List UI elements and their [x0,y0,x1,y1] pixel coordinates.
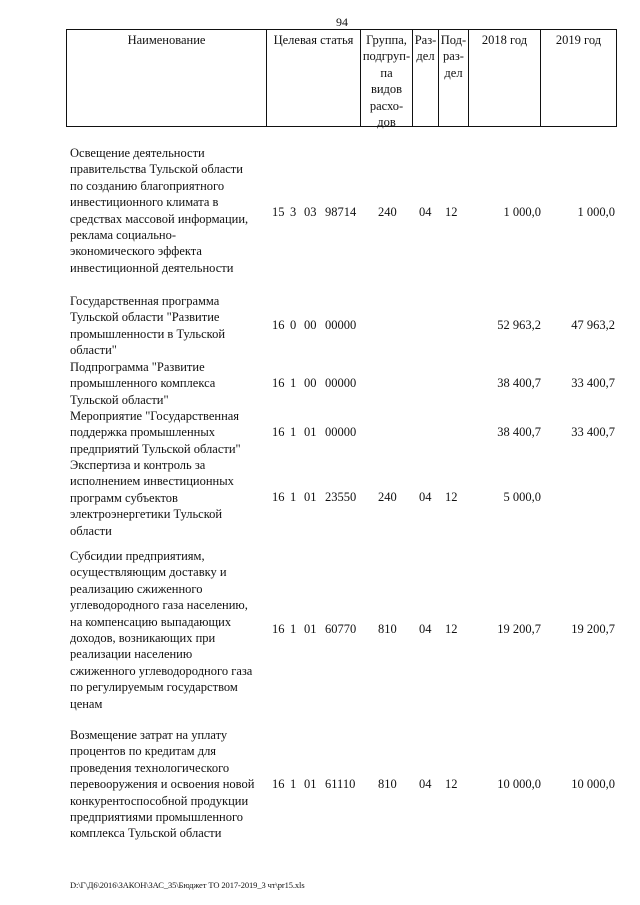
table-row [0,408,640,457]
code-direction: 00000 [325,318,357,332]
code-activity: 03 [304,205,317,219]
header-subsection-line: Под- [440,33,467,47]
name-line: на компенсацию выпадающих [70,614,232,629]
name-line: Тульской области" [70,392,169,407]
name-line: Субсидии предприятиям, [70,549,205,563]
amount-2019: 1 000,0 [577,205,615,219]
section-code: 04 [419,490,432,504]
name-line: Мероприятие "Государственная [70,409,240,423]
subsection-code: 12 [445,622,458,636]
file-path-footer: D:\Г\Д6\2016\ЗАКОН\ЗАС_35\Бюджет ТО 2017-2019_3 чт\pr15.xls [70,880,305,890]
code-direction: 00000 [325,425,357,439]
row-name [70,548,270,712]
row-name [70,359,270,408]
header-subsection-line: раз- [443,49,464,64]
amount-2019: 33 400,7 [571,376,615,390]
header-target-label: Целевая статья [273,33,354,47]
amount-2018: 19 200,7 [497,622,541,636]
header-section-line: дел [416,49,435,64]
code-subprogram: 1 [290,622,297,636]
amount-2019: 47 963,2 [571,318,615,332]
amount-2019: 19 200,7 [571,622,615,636]
code-direction: 00000 [325,376,357,390]
name-line: электроэнергетики Тульской [70,507,223,522]
header-group-line: па [380,65,393,80]
amount-2018: 52 963,2 [497,318,541,332]
header-group-line: расхо- [369,98,404,113]
header-2019 [540,30,617,126]
name-line: промышленного комплекса [70,376,216,391]
name-line: сжиженного углеводородного газа [70,663,253,678]
code-subprogram: 0 [290,318,297,332]
name-line: области" [70,343,117,358]
header-group-line: видов [370,82,403,97]
name-line: ценам [70,696,103,711]
name-line: проведения технологического [70,760,230,775]
name-line: Подпрограмма "Развитие [70,360,205,374]
code-program: 16 [272,376,285,390]
table-row [0,293,640,359]
header-name-label: Наименование [127,33,206,47]
name-line: доходов, возникающих при [70,631,216,646]
name-line: Государственная программа [70,294,220,308]
name-line: осуществляющим доставку и [70,565,227,580]
row-name [70,408,270,457]
name-line: Освещение деятельности [70,146,205,160]
name-line: предприятий Тульской области" [70,441,241,456]
page-number: 94 [336,15,348,29]
amount-2019: 10 000,0 [571,777,615,791]
code-program: 16 [272,622,285,636]
row-name [70,457,270,539]
amount-2018: 38 400,7 [497,425,541,439]
code-program: 15 [272,205,285,219]
section-code: 04 [419,622,432,636]
name-line: перевооружения и освоения новой [70,777,255,792]
code-program: 16 [272,425,285,439]
header-2018 [468,30,540,126]
name-line: реклама социально- [70,228,177,243]
header-group-line: дов [377,115,396,130]
amount-2019: 33 400,7 [571,425,615,439]
name-line: программ субъектов [70,490,178,505]
subsection-code: 12 [445,777,458,791]
row-name [70,145,270,276]
code-direction: 23550 [325,490,357,504]
code-activity: 00 [304,376,317,390]
name-line: средствах массовой информации, [70,211,249,226]
table-row [0,359,640,408]
row-name [70,727,270,842]
code-direction: 61110 [325,777,356,791]
code-activity: 01 [304,622,317,636]
header-2018-label: 2018 год [481,33,528,47]
name-line: промышленности в Тульской [70,326,226,341]
code-activity: 01 [304,425,317,439]
row-name [70,293,270,359]
name-line: по созданию благоприятного [70,178,225,193]
table-row [0,548,640,714]
name-line: углеводородного газа населению, [70,598,248,613]
subsection-code: 12 [445,205,458,219]
code-subprogram: 1 [290,425,297,439]
name-line: инвестиционного климата в [70,195,219,210]
header-name [66,30,266,126]
header-section-line: Раз- [414,33,437,47]
amount-2018: 5 000,0 [503,490,541,504]
name-line: процентов по кредитам для [70,744,217,759]
name-line: реализации населению [70,647,193,662]
name-line: инвестиционной деятельности [70,260,234,275]
header-group [360,30,412,130]
name-line: экономического эффекта [70,244,202,259]
header-group-line: Группа, [366,33,407,47]
code-program: 16 [272,777,285,791]
header-section [412,30,438,126]
code-subprogram: 1 [290,490,297,504]
code-activity: 01 [304,490,317,504]
table-row [0,457,640,539]
name-line: Тульской области "Развитие [70,310,220,325]
table-header [66,29,617,130]
subsection-code: 12 [445,490,458,504]
name-line: предприятиями промышленного [70,810,244,825]
amount-2018: 10 000,0 [497,777,541,791]
code-program: 16 [272,318,285,332]
header-subsection [438,30,468,126]
code-direction: 60770 [325,622,357,636]
code-subprogram: 1 [290,376,297,390]
code-direction: 98714 [325,205,357,219]
name-line: Возмещение затрат на уплату [70,728,228,742]
name-line: реализацию сжиженного [70,581,203,596]
table-row [0,727,640,843]
amount-2018: 38 400,7 [497,376,541,390]
group-code: 240 [378,205,397,219]
code-activity: 01 [304,777,317,791]
code-activity: 00 [304,318,317,332]
code-subprogram: 1 [290,777,297,791]
group-code: 810 [378,622,397,636]
name-line: комплекса Тульской области [70,826,222,841]
section-code: 04 [419,777,432,791]
group-code: 810 [378,777,397,791]
amount-2018: 1 000,0 [503,205,541,219]
code-program: 16 [272,490,285,504]
name-line: области [70,523,112,538]
name-line: поддержка промышленных [70,425,215,440]
name-line: Экспертиза и контроль за [70,458,206,472]
header-target [266,30,360,126]
name-line: по регулируемым государством [70,680,238,695]
table-row [0,145,640,280]
code-subprogram: 3 [290,205,297,219]
section-code: 04 [419,205,432,219]
group-code: 240 [378,490,397,504]
header-subsection-line: дел [444,65,463,80]
header-group-line: подгруп- [362,49,411,64]
name-line: исполнением инвестиционных [70,474,234,489]
header-2019-label: 2019 год [555,33,602,47]
name-line: правительства Тульской области [70,162,243,177]
name-line: конкурентоспособной продукции [70,793,249,808]
